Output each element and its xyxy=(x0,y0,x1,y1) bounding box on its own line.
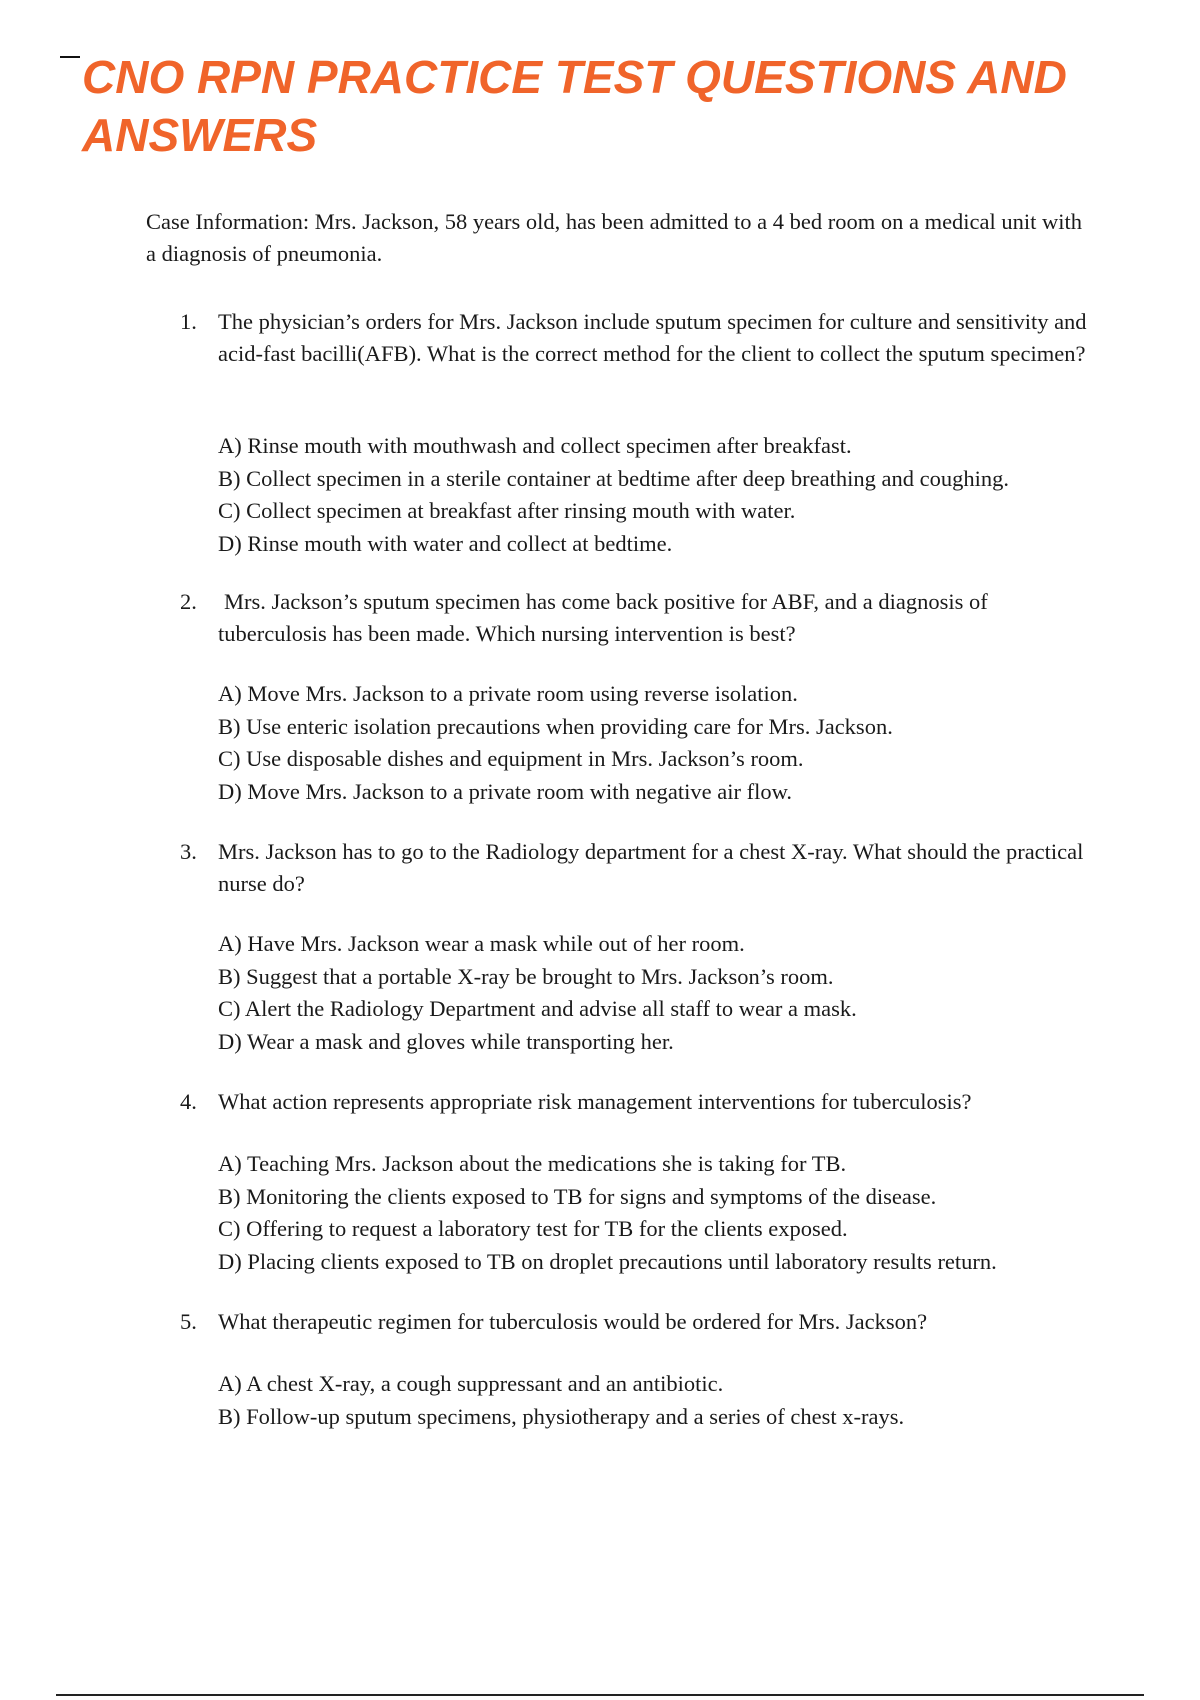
answer-options xyxy=(218,928,1118,1058)
case-information: Case Information: Mrs. Jackson, 58 years old, has been admitted to a 4 bed room on a medical unit with a diagnosis of pneumonia. xyxy=(146,209,1083,266)
answer-option: B) Suggest that a portable X-ray be brought to Mrs. Jackson’s room. xyxy=(218,963,834,989)
corner-mark xyxy=(60,56,80,58)
answer-options xyxy=(218,430,1118,560)
answer-option: C) Offering to request a laboratory test for TB for the clients exposed. xyxy=(218,1216,848,1241)
answer-option: B) Use enteric isolation precautions when providing care for Mrs. Jackson. xyxy=(218,713,893,739)
answer-option: D) Move Mrs. Jackson to a private room with negative air flow. xyxy=(218,778,793,804)
answer-option: C) Use disposable dishes and equipment in Mrs. Jackson’s room. xyxy=(218,746,804,771)
page-bottom-rule xyxy=(56,1694,1144,1696)
question-text: What action represents appropriate risk management interventions for tuberculosis? xyxy=(218,1089,972,1114)
answer-option: A) Move Mrs. Jackson to a private room using reverse isolation. xyxy=(218,681,798,706)
answer-options xyxy=(218,678,1118,808)
answer-option: B) Collect specimen in a sterile container at bedtime after deep breathing and coughing. xyxy=(218,465,1009,491)
question-text: What therapeutic regimen for tuberculosis would be ordered for Mrs. Jackson? xyxy=(218,1309,928,1334)
answer-option: B) Monitoring the clients exposed to TB for signs and symptoms of the disease. xyxy=(218,1183,937,1209)
answer-options xyxy=(218,1368,1118,1433)
answer-option: D) Rinse mouth with water and collect at bedtime. xyxy=(218,530,673,556)
answer-option: B) Follow-up sputum specimens, physiotherapy and a series of chest x-rays. xyxy=(218,1403,905,1429)
question-number: 3. xyxy=(180,839,197,864)
answer-option: A) A chest X-ray, a cough suppressant and an antibiotic. xyxy=(218,1371,724,1396)
question-number: 2. xyxy=(180,589,197,614)
question-text: The physician’s orders for Mrs. Jackson include sputum specimen for culture and sensitivity and acid-fast bacilli(AFB). What is the correct method for the client to collect the sputum specimen? xyxy=(218,309,1087,366)
answer-option: A) Rinse mouth with mouthwash and collect specimen after breakfast. xyxy=(218,433,852,458)
answer-option: C) Alert the Radiology Department and advise all staff to wear a mask. xyxy=(218,996,857,1021)
answer-option: D) Wear a mask and gloves while transporting her. xyxy=(218,1028,674,1054)
answer-option: A) Teaching Mrs. Jackson about the medications she is taking for TB. xyxy=(218,1151,847,1176)
answer-options xyxy=(218,1148,1118,1278)
answer-option: D) Placing clients exposed to TB on droplet precautions until laboratory results return. xyxy=(218,1248,997,1274)
question-number: 5. xyxy=(180,1309,197,1334)
question-number: 4. xyxy=(180,1089,197,1114)
page-title: CNO RPN PRACTICE TEST QUESTIONS AND ANSWERS xyxy=(82,51,1067,161)
question-text: Mrs. Jackson’s sputum specimen has come back positive for ABF, and a diagnosis of tuberculosis has been made. Which nursing intervention is best? xyxy=(218,589,988,646)
answer-option: A) Have Mrs. Jackson wear a mask while out of her room. xyxy=(218,931,745,956)
question-text: Mrs. Jackson has to go to the Radiology department for a chest X-ray. What should the practical nurse do? xyxy=(218,839,1084,896)
answer-option: C) Collect specimen at breakfast after rinsing mouth with water. xyxy=(218,498,796,523)
question-number: 1. xyxy=(180,309,197,334)
